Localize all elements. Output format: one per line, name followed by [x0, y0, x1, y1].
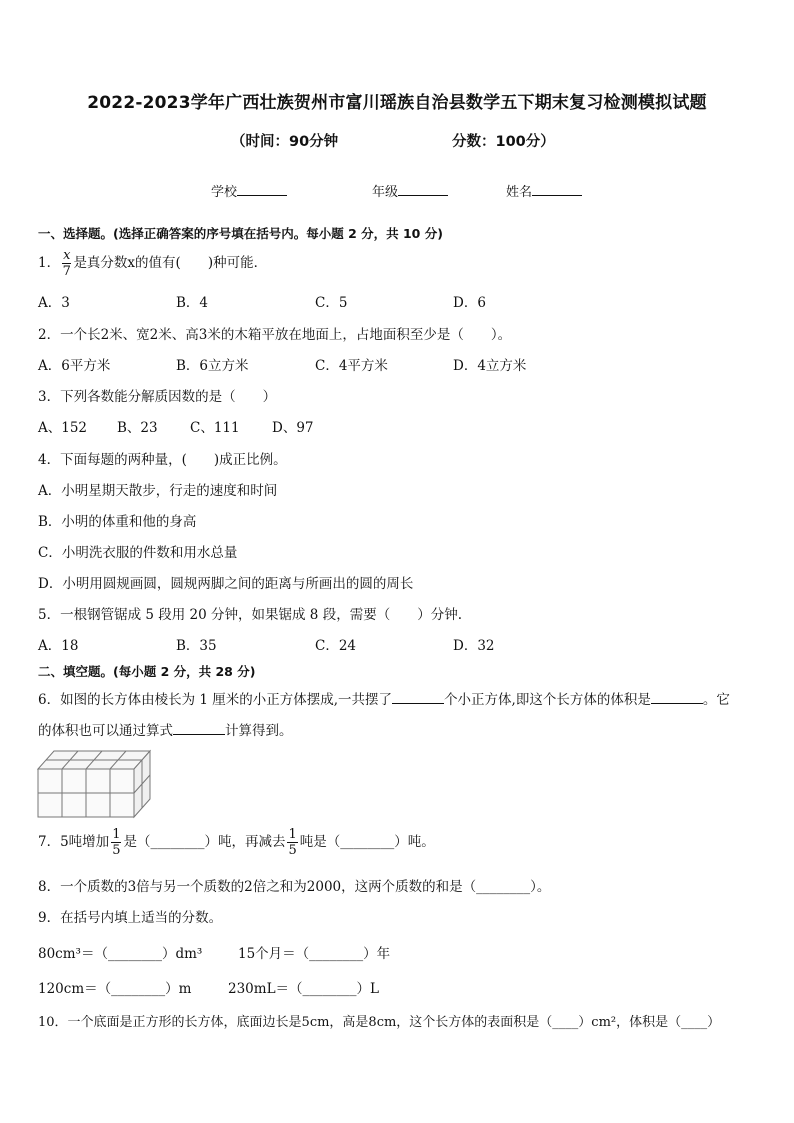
- question-9: 9．在括号内填上适当的分数。: [38, 910, 223, 926]
- q4-option-b[interactable]: B．小明的体重和他的身高: [38, 514, 197, 530]
- q7-fraction-2: [287, 828, 297, 857]
- q2-option-a[interactable]: A．6平方米: [38, 358, 111, 374]
- q4-option-a[interactable]: A．小明星期天散步，行走的速度和时间: [38, 483, 278, 499]
- q1-number: 1．: [38, 255, 61, 271]
- q9-item-4[interactable]: 230mL＝（________）L: [228, 981, 379, 997]
- exam-time: （时间：90分钟: [231, 134, 339, 150]
- question-7: [38, 828, 435, 857]
- q1-option-a[interactable]: A．3: [38, 295, 70, 311]
- q6-blank-count[interactable]: [392, 689, 444, 704]
- q4-option-c[interactable]: C．小明洗衣服的件数和用水总量: [38, 545, 238, 561]
- q7-text-c: 吨是（________）吨。: [299, 834, 435, 850]
- q3-option-a[interactable]: A、152: [38, 420, 88, 436]
- q2-option-b[interactable]: B．6立方米: [176, 358, 249, 374]
- school-label: 学校: [211, 185, 238, 200]
- q6-text-d: 的体积也可以通过算式: [38, 723, 173, 739]
- q7-fraction-1: [111, 828, 121, 857]
- q6-text-e: 计算得到。: [225, 723, 293, 739]
- q1-option-b[interactable]: B．4: [176, 295, 209, 311]
- q6-text-b: 个小正方体,即这个长方体的体积是: [444, 692, 651, 708]
- q5-option-a[interactable]: A．18: [38, 638, 79, 654]
- question-6-line-2: [38, 719, 293, 739]
- q6-blank-volume[interactable]: [651, 689, 703, 704]
- question-8: 8．一个质数的3倍与另一个质数的2倍之和为2000，这两个质数的和是（________）。: [38, 879, 551, 895]
- q7-text-a: 7．5吨增加: [38, 834, 110, 850]
- q6-text-a: 6．如图的长方体由棱长为 1 厘米的小正方体摆成,一共摆了: [38, 692, 393, 708]
- cuboid-figure: [36, 747, 154, 819]
- q6-blank-formula[interactable]: [173, 720, 225, 735]
- q9-item-2[interactable]: 15个月＝（________）年: [238, 946, 391, 962]
- q9-item-1[interactable]: 80cm³＝（________）dm³: [38, 946, 203, 962]
- fraction-denominator: 5: [112, 843, 121, 858]
- grade-field[interactable]: [372, 181, 448, 200]
- question-5: 5．一根钢管锯成 5 段用 20 分钟，如果锯成 8 段，需要（ ）分钟.: [38, 607, 462, 623]
- exam-score: 分数：100分）: [452, 134, 555, 150]
- q2-option-c[interactable]: C．4平方米: [315, 358, 388, 374]
- name-label: 姓名: [506, 185, 533, 200]
- section-heading-fill: 二、填空题。(每小题 2 分，共 28 分): [38, 664, 256, 679]
- q1-text: 是真分数x的值有( )种可能．: [73, 255, 268, 271]
- q1-fraction: [62, 249, 71, 278]
- question-1: [38, 249, 267, 278]
- fraction-denominator: 7: [62, 264, 71, 279]
- grade-blank[interactable]: [398, 181, 448, 196]
- question-4: 4．下面每题的两种量，( )成正比例。: [38, 452, 287, 468]
- question-2: 2．一个长2米、宽2米、高3米的木箱平放在地面上，占地面积至少是（ ）。: [38, 327, 512, 343]
- q7-text-b: 是（________）吨，再减去: [123, 834, 286, 850]
- q4-option-d[interactable]: D．小明用圆规画圆，圆规两脚之间的距离与所画出的圆的周长: [38, 576, 414, 592]
- question-10: 10．一个底面是正方形的长方体，底面边长是5cm，高是8cm，这个长方体的表面积是（____）cm²，体积是（____）: [38, 1015, 721, 1030]
- q5-option-c[interactable]: C．24: [315, 638, 357, 654]
- q5-option-d[interactable]: D．32: [453, 638, 495, 654]
- q6-text-c: 。它: [702, 692, 730, 708]
- question-6-line-1: [38, 688, 730, 708]
- q3-option-c[interactable]: C、111: [190, 420, 240, 436]
- question-3: 3．下列各数能分解质因数的是（ ）: [38, 389, 277, 405]
- school-blank[interactable]: [237, 181, 287, 196]
- q5-option-b[interactable]: B．35: [176, 638, 217, 654]
- q9-item-3[interactable]: 120cm＝（________）m: [38, 981, 192, 997]
- q3-option-d[interactable]: D、97: [272, 420, 314, 436]
- page-title: 2022-2023学年广西壮族贺州市富川瑶族自治县数学五下期末复习检测模拟试题: [87, 93, 707, 113]
- q2-option-d[interactable]: D．4立方米: [453, 358, 527, 374]
- fraction-numerator: x: [63, 248, 71, 263]
- q3-option-b[interactable]: B、23: [117, 420, 158, 436]
- name-field[interactable]: [506, 181, 582, 200]
- q1-option-c[interactable]: C．5: [315, 295, 348, 311]
- fraction-numerator: 1: [112, 827, 121, 842]
- q1-option-d[interactable]: D．6: [453, 295, 486, 311]
- fraction-denominator: 5: [288, 843, 297, 858]
- name-blank[interactable]: [532, 181, 582, 196]
- grade-label: 年级: [372, 185, 399, 200]
- fraction-numerator: 1: [288, 827, 297, 842]
- school-field[interactable]: [211, 181, 287, 200]
- section-heading-choice: 一、选择题。(选择正确答案的序号填在括号内。每小题 2 分，共 10 分): [38, 226, 443, 241]
